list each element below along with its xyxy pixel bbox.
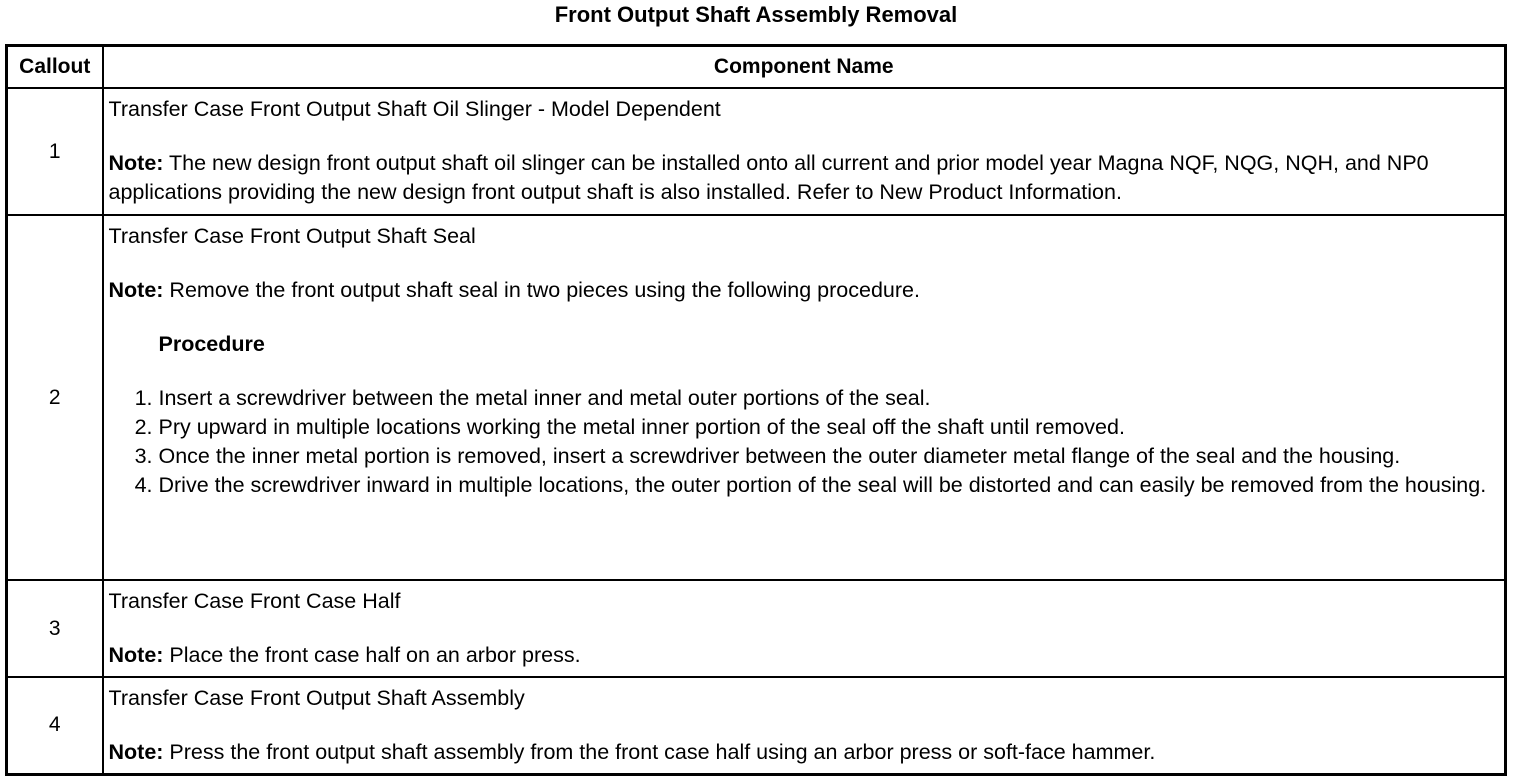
note — [109, 738, 1499, 767]
note-text: Place the front case half on an arbor press. — [169, 643, 581, 667]
note — [109, 149, 1499, 207]
component-name: Transfer Case Front Output Shaft Seal — [108, 224, 476, 248]
note-text: Remove the front output shaft seal in two pieces using the following procedure. — [169, 278, 920, 302]
callout-cell: 4 — [7, 677, 103, 774]
component-cell — [103, 580, 1506, 677]
procedure-steps — [109, 384, 1499, 500]
table-row — [7, 88, 1506, 215]
header-component-name: Component Name — [103, 46, 1506, 89]
table-row — [7, 677, 1506, 774]
component-cell — [103, 88, 1506, 215]
callout-cell: 1 — [7, 88, 103, 215]
procedure-step: 2. Pry upward in multiple locations working the metal inner portion of the seal off the shaft until removed. — [159, 413, 1499, 442]
component-cell — [103, 215, 1506, 580]
note-text: The new design front output shaft oil slinger can be installed onto all current and prior model year Magna NQF, NQG, NQH, and NP0 applications providing the new design front output shaft is also installed. Refer to New Product Information. — [108, 151, 1429, 204]
callout-cell: 3 — [7, 580, 103, 677]
component-name: Transfer Case Front Case Half — [108, 589, 401, 613]
component-table — [5, 44, 1507, 776]
note — [109, 641, 1499, 670]
note-label: Note: — [108, 151, 164, 175]
component-name: Transfer Case Front Output Shaft Oil Slinger - Model Dependent — [108, 97, 721, 121]
procedure-step: 4. Drive the screwdriver inward in multiple locations, the outer portion of the seal will be distorted and can easily be removed from the housing. — [159, 471, 1499, 500]
note-label: Note: — [108, 643, 164, 667]
callout-cell: 2 — [7, 215, 103, 580]
procedure-step: 1. Insert a screwdriver between the metal inner and metal outer portions of the seal. — [159, 384, 1499, 413]
note-label: Note: — [108, 740, 164, 764]
table-header-row — [7, 46, 1506, 89]
component-cell — [103, 677, 1506, 774]
procedure-title: Procedure — [158, 332, 265, 356]
table-row — [7, 580, 1506, 677]
table-row — [7, 215, 1506, 580]
header-callout: Callout — [7, 46, 103, 89]
note — [109, 276, 1499, 305]
note-text: Press the front output shaft assembly from the front case half using an arbor press or soft-face hammer. — [169, 740, 1156, 764]
page-title: Front Output Shaft Assembly Removal — [554, 2, 958, 27]
note-label: Note: — [108, 278, 164, 302]
procedure-step: 3. Once the inner metal portion is removed, insert a screwdriver between the outer diameter metal flange of the seal and the housing. — [159, 442, 1499, 471]
component-name: Transfer Case Front Output Shaft Assembly — [108, 686, 525, 710]
